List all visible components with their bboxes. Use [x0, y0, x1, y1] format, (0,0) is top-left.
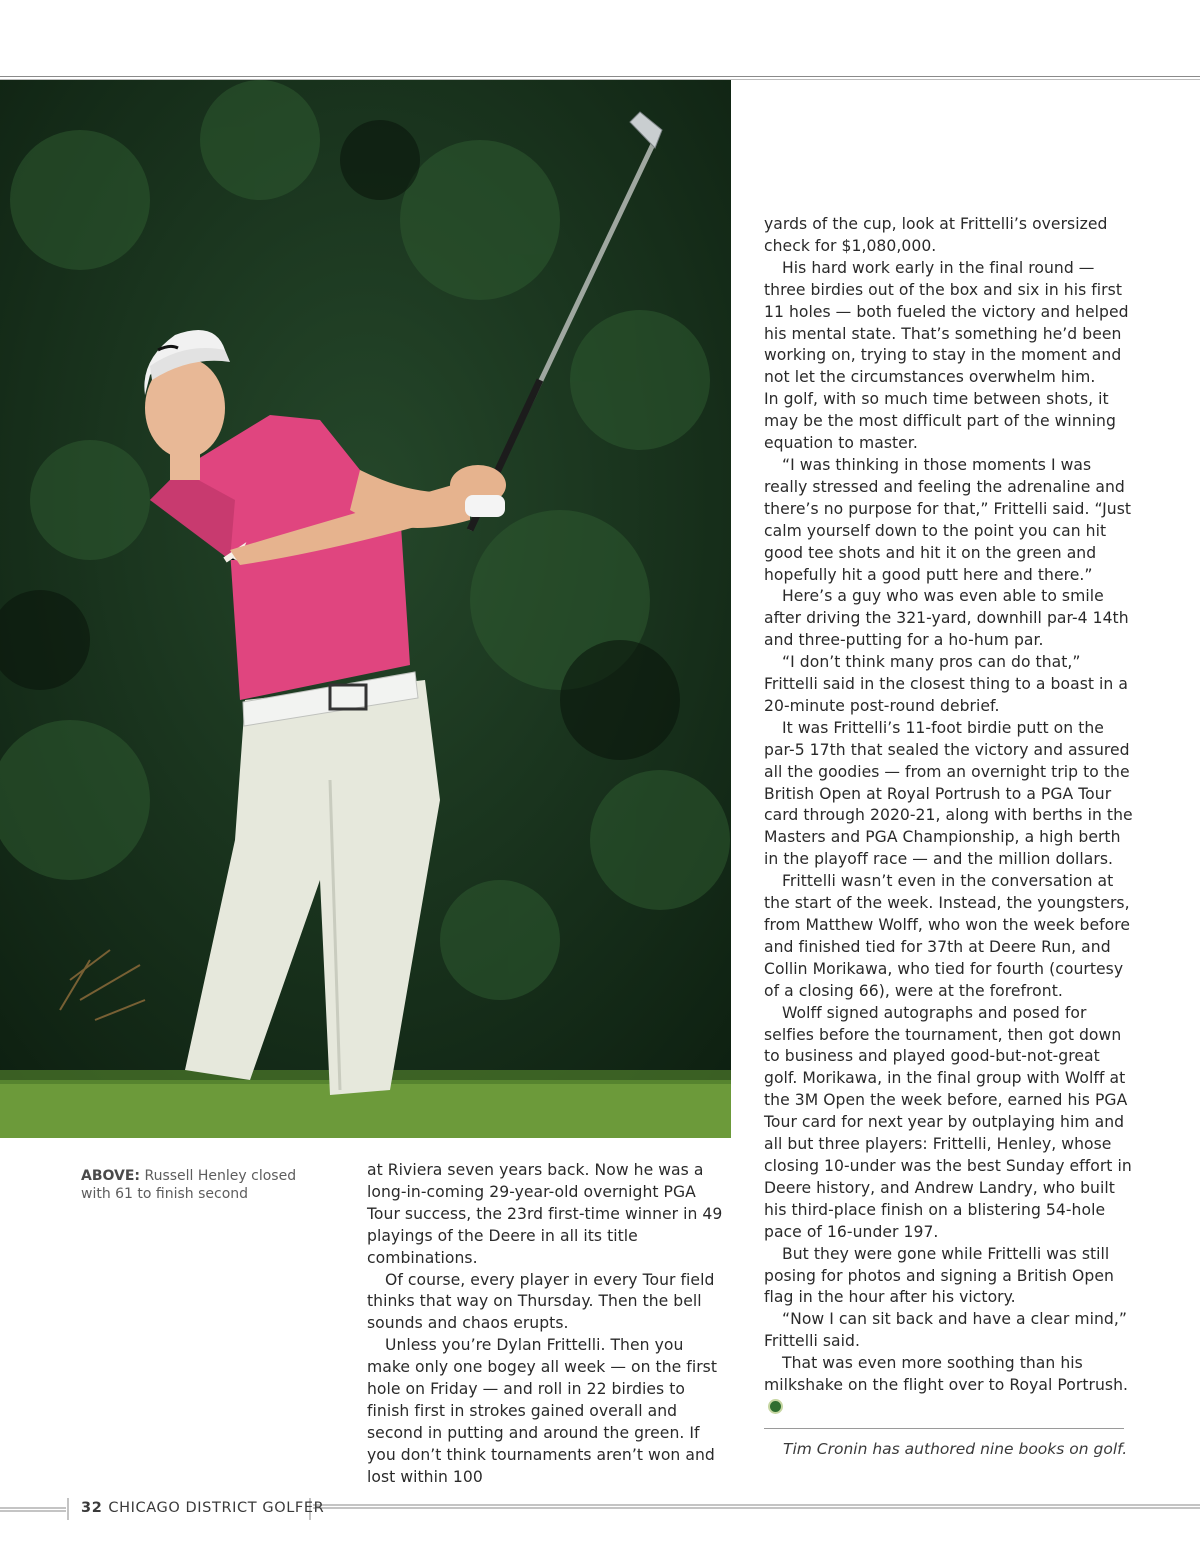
paragraph: “Now I can sit back and have a clear mind,” Frittelli said. — [764, 1310, 1127, 1351]
publication-name: CHICAGO DISTRICT GOLFER — [108, 1500, 325, 1516]
header-rule-1 — [0, 76, 1200, 77]
photo-caption — [81, 1167, 311, 1203]
paragraph: In golf, with so much time between shots, it may be the most difficult part of the winning equation to master. — [764, 390, 1116, 453]
paragraph: It was Frittelli’s 11-foot birdie putt on the par-5 17th that sealed the victory and assured all the goodies — from an overnight trip to the British Open at Royal Portrush to a PGA Tour card through 2020-21, along with berths in the Masters and PGA Championship, a high berth in the playoff race — and the million dollars. — [764, 718, 1133, 869]
page-footer — [81, 1499, 324, 1517]
paragraph: Here’s a guy who was even able to smile after driving the 321-yard, downhill par-4 14th and three-putting for a ho-hum par. — [764, 587, 1129, 650]
paragraph: Wolff signed autographs and posed for selfies before the tournament, then got down to business and played good-but-not-great golf. Morikawa, in the final group with Wolff at the 3M Open the week before, earned his PGA Tour card for next year by outplaying him and all but three players: Frittelli, Henley, whose closing 10-under was the best Sunday effort in Deere history, and Andrew Landry, who built his third-place finish on a blistering 54-hole pace of 16-under 197. — [764, 1003, 1132, 1241]
paragraph: Frittelli wasn’t even in the conversation at the start of the week. Instead, the youngsters, from Matthew Wolff, who won the week before and finished tied for 37th at Deere Run, and Collin Morikawa, who tied for fourth (courtesy of a closing 66), were at the forefront. — [764, 872, 1131, 1000]
caption-text: Russell Henley closed with 61 to finish second — [81, 1168, 297, 1202]
closing-paragraph — [764, 1353, 1136, 1419]
paragraph-text: That was even more soothing than his milkshake on the flight over to Royal Portrush. — [764, 1354, 1129, 1395]
golfer-illustration — [0, 80, 731, 1138]
paragraph: “I was thinking in those moments I was really stressed and feeling the adrenaline and there’s no purpose for that,” Frittelli said. “Just calm yourself down to the point you can hit good tee shots and hit it on the green and hopefully hit a good putt here and there.” — [764, 455, 1132, 584]
paragraph: But they were gone while Frittelli was still posing for photos and signing a British Open flag in the hour after his victory. — [764, 1244, 1114, 1307]
paragraph: Of course, every player in every Tour field thinks that way on Thursday. Then the bell sounds and chaos erupts. — [367, 1270, 715, 1333]
caption-label: ABOVE: — [81, 1168, 141, 1184]
paragraph: His hard work early in the final round — three birdies out of the box and six in his first 11 holes — both fueled the victory and helped his mental state. That’s something he’d been working on, trying to stay in the moment and not let the circumstances overwhelm him. — [764, 258, 1129, 387]
author-bio: Tim Cronin has authored nine books on golf. — [783, 1440, 1128, 1458]
page-number: 32 — [81, 1500, 103, 1516]
golfer-photo — [0, 80, 731, 1138]
article-column-right — [764, 214, 1136, 1419]
paragraph: “I don’t think many pros can do that,” Frittelli said in the closest thing to a boast in a 20-minute post-round debrief. — [764, 653, 1128, 715]
paragraph: at Riviera seven years back. Now he was a long-in-coming 29-year-old overnight PGA Tour success, the 23rd first-time winner in 49 playings of the Deere in all its title combinations. — [367, 1161, 723, 1267]
article-column-middle — [367, 1160, 729, 1489]
bio-divider — [764, 1428, 1124, 1429]
paragraph: yards of the cup, look at Frittelli’s oversized check for $1,080,000. — [764, 215, 1108, 255]
end-mark-icon — [768, 1399, 783, 1414]
paragraph: Unless you’re Dylan Frittelli. Then you make only one bogey all week — on the first hole on Friday — and roll in 22 birdies to finish first in strokes gained overall and second in putting and around the green. If you don’t think tournaments aren’t won and lost within 100 — [367, 1336, 718, 1486]
